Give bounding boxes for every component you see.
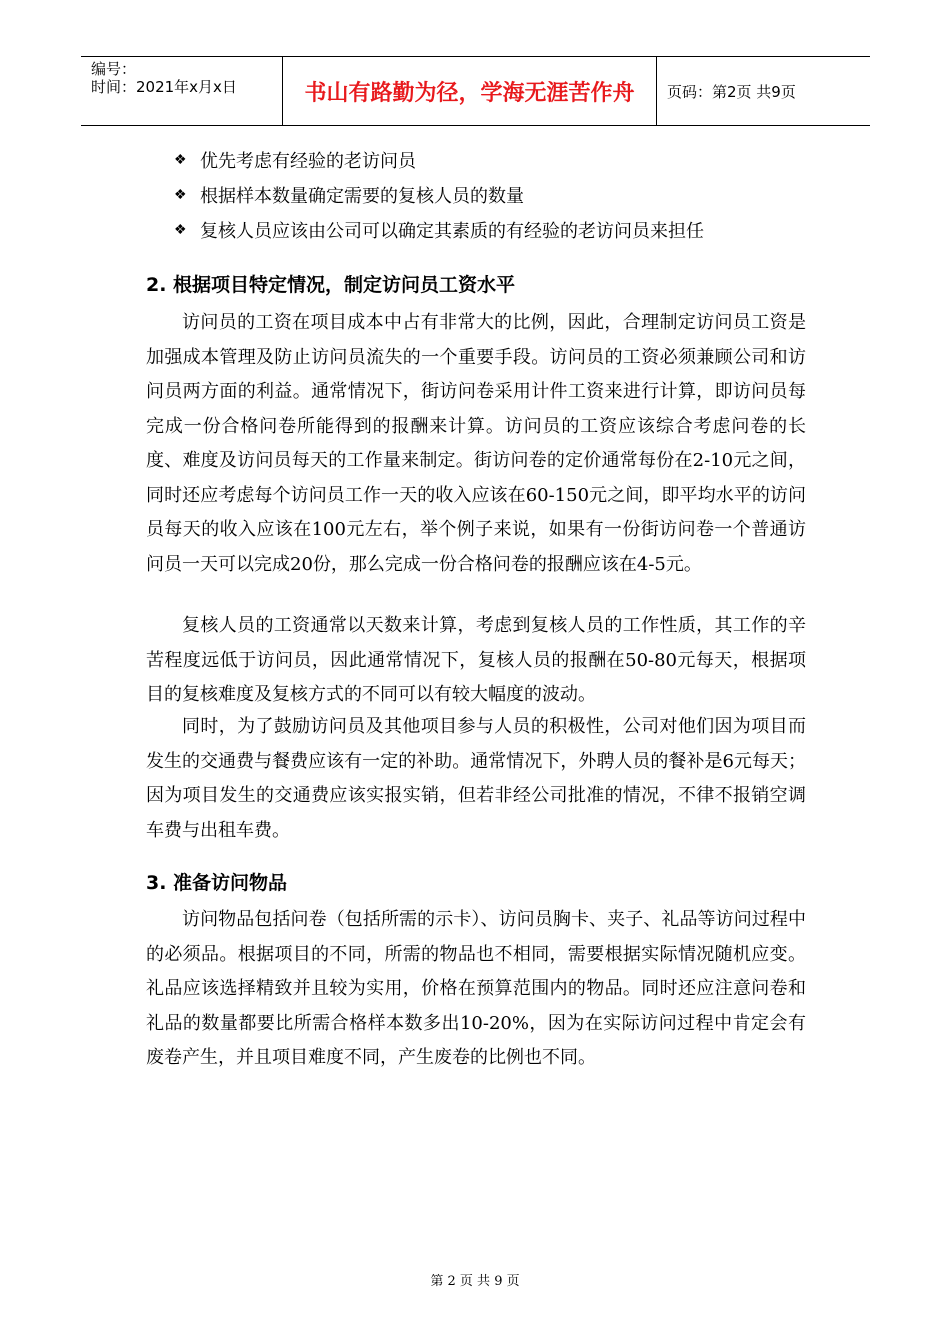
section-3-title: 3. 准备访问物品 (146, 872, 288, 894)
page-footer: 第 2 页 共 9 页 (430, 1274, 520, 1289)
section-2-paragraph-2: 复核人员的工资通常以天数来计算，考虑到复核人员的工作性质，其工作的辛苦程度远低于访问员，因此通常情况下，复核人员的报酬在50-80元每天，根据项目的复核难度及复核方式的不同可以有较大幅度的波动。 (146, 615, 806, 705)
header-page-info: 页码：第2页 共9页 (667, 82, 796, 101)
list-item-text: 复核人员应该由公司可以确定其素质的有经验的老访问员来担任 (200, 220, 704, 242)
document-time-label: 时间：2021年x月x日 (91, 78, 237, 96)
diamond-bullet-icon: ❖ (174, 151, 187, 168)
bullet-list (174, 142, 874, 247)
section-2-title: 2. 根据项目特定情况，制定访问员工资水平 (146, 274, 516, 296)
list-item-text: 优先考虑有经验的老访问员 (200, 150, 416, 172)
section-2-paragraph-3: 同时，为了鼓励访问员及其他项目参与人员的积极性，公司对他们因为项目而发生的交通费与餐费应该有一定的补助。通常情况下，外聘人员的餐补是6元每天；因为项目发生的交通费应该实报实销，但若非经公司批准的情况，不律不报销空调车费与出租车费。 (146, 716, 806, 841)
list-item (174, 177, 874, 212)
list-item (174, 142, 874, 177)
document-number-label: 编号： (91, 60, 137, 78)
diamond-bullet-icon: ❖ (174, 186, 187, 203)
section-2-paragraph-1: 访问员的工资在项目成本中占有非常大的比例，因此，合理制定访问员工资是加强成本管理及防止访问员流失的一个重要手段。访问员的工资必须兼顾公司和访问员两方面的利益。通常情况下，街访问卷采用计件工资来进行计算，即访问员每完成一份合格问卷所能得到的报酬来计算。访问员的工资应该综合考虑问卷的长度、难度及访问员每天的工作量来制定。街访问卷的定价通常每份在2-10元之间，同时还应考虑每个访问员工作一天的收入应该在60-150元之间，即平均水平的访问员每天的收入应该在100元左右，举个例子来说，如果有一份街访问卷一个普通访问员一天可以完成20份，那么完成一份合格问卷的报酬应该在4-5元。 (146, 312, 806, 575)
list-item-text: 根据样本数量确定需要的复核人员的数量 (200, 185, 524, 207)
list-item (174, 212, 874, 247)
page-header (81, 56, 870, 126)
section-3-paragraph-1: 访问物品包括问卷（包括所需的示卡）、访问员胸卡、夹子、礼品等访问过程中的必须品。根据项目的不同，所需的物品也不相同，需要根据实际情况随机应变。礼品应该选择精致并且较为实用，价格在预算范围内的物品。同时还应注意问卷和礼品的数量都要比所需合格样本数多出10-20%，因为在实际访问过程中肯定会有废卷产生，并且项目难度不同，产生废卷的比例也不同。 (146, 909, 806, 1068)
header-motto: 书山有路勤为径，学海无涯苦作舟 (283, 57, 657, 125)
header-meta (81, 57, 283, 125)
diamond-bullet-icon: ❖ (174, 221, 187, 238)
